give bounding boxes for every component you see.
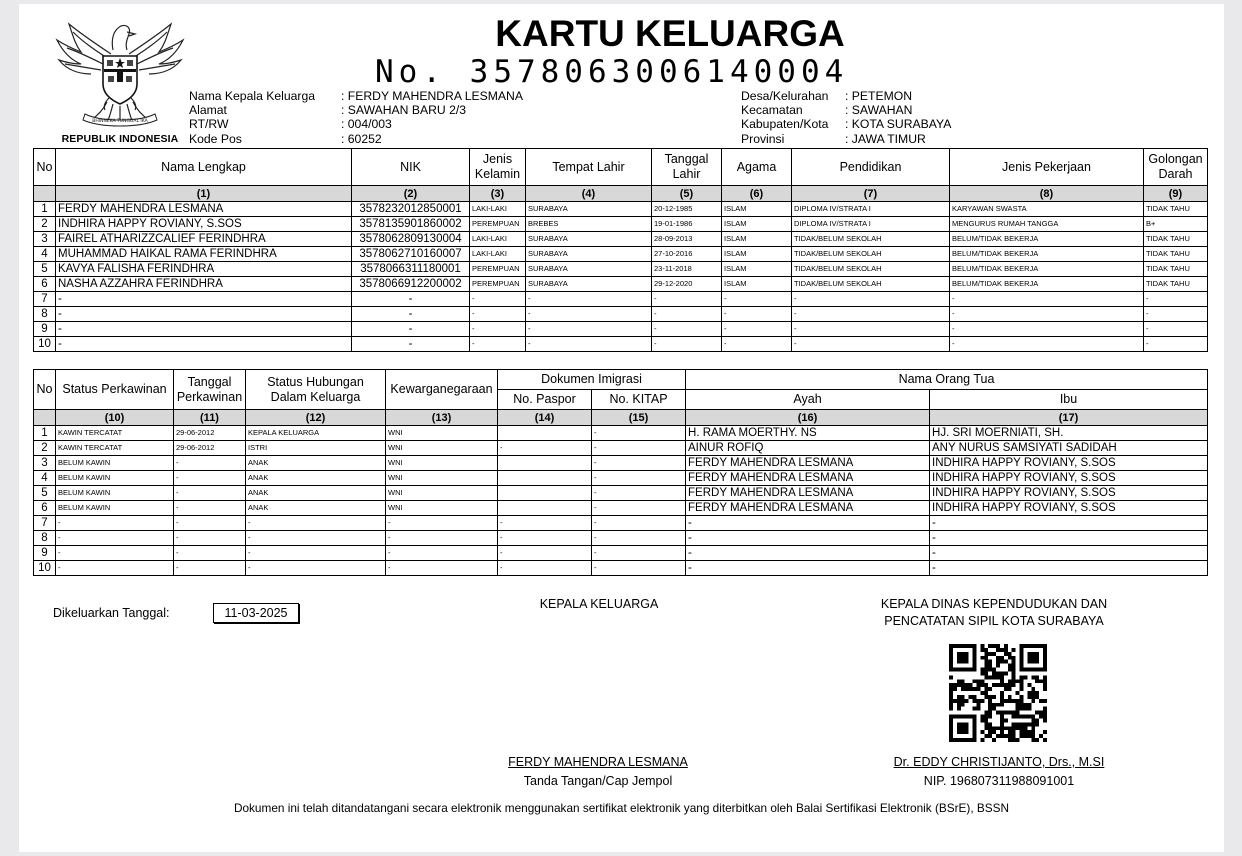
- th-nama-orang-tua: Nama Orang Tua: [686, 370, 1208, 390]
- row-number: 9: [34, 322, 56, 337]
- value-desa-kelurahan: : PETEMON: [845, 89, 913, 103]
- colnum: (17): [930, 410, 1208, 426]
- cell: [34, 186, 56, 202]
- table-cell: B+: [1144, 217, 1208, 232]
- table-cell: SURABAYA: [526, 262, 652, 277]
- value-nama-kepala-keluarga: : FERDY MAHENDRA LESMANA: [341, 89, 523, 103]
- table-cell: -: [470, 337, 526, 352]
- kepala-keluarga-name: FERDY MAHENDRA LESMANA: [508, 755, 688, 769]
- table-cell: 29-06-2012: [174, 441, 246, 456]
- table-cell: WNI: [386, 486, 498, 501]
- table-cell: -: [652, 337, 722, 352]
- table-cell: SURABAYA: [526, 232, 652, 247]
- table-cell: DIPLOMA IV/STRATA I: [792, 202, 950, 217]
- label-kecamatan: Kecamatan: [741, 103, 803, 118]
- table-cell: -: [1144, 292, 1208, 307]
- table-cell: BELUM KAWIN: [56, 471, 174, 486]
- table-cell: -: [686, 561, 930, 576]
- table-cell: TIDAK TAHU: [1144, 262, 1208, 277]
- table-cell: -: [470, 307, 526, 322]
- table-cell: -: [1144, 337, 1208, 352]
- table2-body: [34, 426, 1208, 576]
- label-alamat: Alamat: [189, 103, 227, 118]
- th-jenis-kelamin: Jenis Kelamin: [470, 149, 526, 186]
- electronic-signature-disclaimer: Dokumen ini telah ditandatangani secara elektronik menggunakan sertifikat elektronik yang diterbitkan oleh Balai Sertifikasi Elektronik (BSrE), BSSN: [233, 801, 1010, 815]
- table-cell: [498, 456, 592, 471]
- document-sheet: [19, 4, 1224, 852]
- table-cell: PEREMPUAN: [470, 217, 526, 232]
- table-cell: LAKI-LAKI: [470, 202, 526, 217]
- table-cell: ANY NURUS SAMSIYATI SADIDAH: [930, 441, 1208, 456]
- row-number: 4: [34, 471, 56, 486]
- table-cell: -: [652, 307, 722, 322]
- table-cell: SURABAYA: [526, 277, 652, 292]
- table-row: [34, 277, 1208, 292]
- table-cell: [498, 486, 592, 501]
- kepala-keluarga-title: KEPALA KELUARGA: [539, 597, 659, 611]
- emblem-ribbon-text: BHINNEKA TUNGGAL IKA: [92, 119, 148, 124]
- header-left-values: [341, 89, 523, 146]
- garuda-emblem: [51, 14, 189, 146]
- table-cell: -: [792, 292, 950, 307]
- table-cell: ISLAM: [722, 232, 792, 247]
- table-cell: FERDY MAHENDRA LESMANA: [686, 456, 930, 471]
- header-right-values: [845, 89, 951, 146]
- value-kabupaten-kota: : KOTA SURABAYA: [845, 117, 952, 132]
- dinas-title-line2: PENCATATAN SIPIL KOTA SURABAYA: [884, 614, 1104, 628]
- row-number: 8: [34, 307, 56, 322]
- row-number: 5: [34, 486, 56, 501]
- colnum: (4): [526, 186, 652, 202]
- table-cell: -: [722, 292, 792, 307]
- table-cell: -: [592, 561, 686, 576]
- table-row: [34, 292, 1208, 307]
- table-row: [34, 217, 1208, 232]
- table-cell: TIDAK/BELUM SEKOLAH: [792, 262, 950, 277]
- table-cell: -: [174, 561, 246, 576]
- th-nik: NIK: [352, 149, 470, 186]
- row-number: 4: [34, 247, 56, 262]
- kepala-keluarga-caption: Tanda Tangan/Cap Jempol: [523, 774, 673, 788]
- table-cell: -: [930, 546, 1208, 561]
- table-cell: -: [930, 516, 1208, 531]
- value-rt-rw: : 004/003: [341, 117, 392, 132]
- table-cell: ISLAM: [722, 277, 792, 292]
- row-number: 6: [34, 501, 56, 516]
- table-cell: 29-06-2012: [174, 426, 246, 441]
- row-number: 3: [34, 232, 56, 247]
- colnum: (3): [470, 186, 526, 202]
- colnum: (2): [352, 186, 470, 202]
- table-row: [34, 232, 1208, 247]
- table-cell: WNI: [386, 456, 498, 471]
- table-cell: -: [56, 561, 174, 576]
- table-cell: [498, 501, 592, 516]
- dinas-nip: NIP. 196807311988091001: [923, 774, 1075, 788]
- table-cell: -: [686, 531, 930, 546]
- table-cell: FAIREL ATHARIZZCALIEF FERINDHRA: [56, 232, 352, 247]
- table-cell: -: [56, 307, 352, 322]
- table1-header-row: [34, 149, 1208, 186]
- table-cell: BELUM KAWIN: [56, 486, 174, 501]
- table-cell: H. RAMA MOERTHY. NS: [686, 426, 930, 441]
- table-cell: TIDAK TAHU: [1144, 202, 1208, 217]
- table-cell: -: [174, 516, 246, 531]
- table-cell: -: [174, 546, 246, 561]
- table-cell: -: [498, 516, 592, 531]
- table-row: [34, 516, 1208, 531]
- table-cell: DIPLOMA IV/STRATA I: [792, 217, 950, 232]
- table-cell: -: [592, 426, 686, 441]
- emblem-caption: REPUBLIK INDONESIA: [61, 133, 179, 145]
- table-cell: PEREMPUAN: [470, 262, 526, 277]
- table-cell: 3578062710160007: [352, 247, 470, 262]
- value-provinsi: : JAWA TIMUR: [845, 131, 926, 146]
- th-no-paspor: No. Paspor: [498, 390, 592, 410]
- row-number: 7: [34, 516, 56, 531]
- table-cell: -: [652, 322, 722, 337]
- table-cell: ISLAM: [722, 202, 792, 217]
- th-jenis-pekerjaan: Jenis Pekerjaan: [950, 149, 1144, 186]
- table-cell: 27-10-2016: [652, 247, 722, 262]
- th-tanggal-lahir: Tanggal Lahir: [652, 149, 722, 186]
- th-status-hubungan: Status Hubungan Dalam Keluarga: [246, 370, 386, 410]
- table2-number-row: [34, 410, 1208, 426]
- table-cell: MENGURUS RUMAH TANGGA: [950, 217, 1144, 232]
- table-cell: -: [950, 292, 1144, 307]
- header-left-labels: [189, 89, 315, 146]
- table-cell: BELUM KAWIN: [56, 501, 174, 516]
- table-cell: WNI: [386, 501, 498, 516]
- table2-header-row-1: [34, 370, 1208, 390]
- table-cell: -: [930, 561, 1208, 576]
- table-row: [34, 546, 1208, 561]
- table-cell: 3578232012850001: [352, 202, 470, 217]
- table-cell: BELUM/TIDAK BEKERJA: [950, 247, 1144, 262]
- table-cell: -: [174, 501, 246, 516]
- table1-body: [34, 202, 1208, 352]
- colnum: (13): [386, 410, 498, 426]
- table-cell: BREBES: [526, 217, 652, 232]
- table-cell: -: [592, 501, 686, 516]
- table-cell: -: [950, 322, 1144, 337]
- table-cell: 3578135901860002: [352, 217, 470, 232]
- th2-no: No: [34, 370, 56, 410]
- table-cell: LAKI-LAKI: [470, 232, 526, 247]
- table-cell: ISTRI: [246, 441, 386, 456]
- table-cell: -: [950, 337, 1144, 352]
- row-number: 2: [34, 441, 56, 456]
- cell: [34, 410, 56, 426]
- table-row: [34, 456, 1208, 471]
- row-number: 1: [34, 202, 56, 217]
- table-cell: -: [1144, 307, 1208, 322]
- table-cell: -: [352, 292, 470, 307]
- table-cell: SURABAYA: [526, 202, 652, 217]
- table-cell: [498, 426, 592, 441]
- table-cell: -: [686, 516, 930, 531]
- table-cell: -: [352, 307, 470, 322]
- table-cell: KAWIN TERCATAT: [56, 441, 174, 456]
- table-cell: -: [352, 322, 470, 337]
- table-cell: 3578062809130004: [352, 232, 470, 247]
- table-row: [34, 247, 1208, 262]
- colnum: (14): [498, 410, 592, 426]
- table-cell: -: [498, 546, 592, 561]
- th-ayah: Ayah: [686, 390, 930, 410]
- table-cell: -: [722, 337, 792, 352]
- th-tanggal-perkawinan: Tanggal Perkawinan: [174, 370, 246, 410]
- colnum: (8): [950, 186, 1144, 202]
- table-cell: KAWIN TERCATAT: [56, 426, 174, 441]
- table-cell: MUHAMMAD HAIKAL RAMA FERINDHRA: [56, 247, 352, 262]
- table-cell: [498, 471, 592, 486]
- table-cell: -: [686, 546, 930, 561]
- table-cell: -: [498, 561, 592, 576]
- colnum: (16): [686, 410, 930, 426]
- document-title: KARTU KELUARGA: [495, 13, 845, 54]
- table-row: [34, 471, 1208, 486]
- table-cell: BELUM/TIDAK BEKERJA: [950, 262, 1144, 277]
- table-cell: TIDAK TAHU: [1144, 277, 1208, 292]
- table-cell: -: [792, 322, 950, 337]
- row-number: 6: [34, 277, 56, 292]
- table-cell: INDHIRA HAPPY ROVIANY, S.SOS: [930, 486, 1208, 501]
- table-cell: INDHIRA HAPPY ROVIANY, S.SOS: [930, 501, 1208, 516]
- table-cell: BELUM/TIDAK BEKERJA: [950, 232, 1144, 247]
- label-nama-kepala-keluarga: Nama Kepala Keluarga: [189, 89, 316, 103]
- table-cell: -: [722, 322, 792, 337]
- table-cell: -: [498, 531, 592, 546]
- table-cell: INDHIRA HAPPY ROVIANY, S.SOS: [56, 217, 352, 232]
- table-cell: ANAK: [246, 486, 386, 501]
- row-number: 3: [34, 456, 56, 471]
- table-cell: -: [56, 531, 174, 546]
- table-cell: ANAK: [246, 471, 386, 486]
- th-agama: Agama: [722, 149, 792, 186]
- table-cell: ISLAM: [722, 247, 792, 262]
- row-number: 2: [34, 217, 56, 232]
- table-cell: WNI: [386, 426, 498, 441]
- table-row: [34, 322, 1208, 337]
- table-cell: FERDY MAHENDRA LESMANA: [56, 202, 352, 217]
- colnum: (7): [792, 186, 950, 202]
- colnum: (5): [652, 186, 722, 202]
- table-cell: -: [470, 322, 526, 337]
- th-nama-lengkap: Nama Lengkap: [56, 149, 352, 186]
- table-cell: FERDY MAHENDRA LESMANA: [686, 501, 930, 516]
- family-status-table: [33, 369, 1208, 576]
- colnum: (15): [592, 410, 686, 426]
- table-cell: -: [652, 292, 722, 307]
- table-cell: FERDY MAHENDRA LESMANA: [686, 486, 930, 501]
- table-row: [34, 202, 1208, 217]
- table-cell: 3578066912200002: [352, 277, 470, 292]
- table-cell: -: [56, 292, 352, 307]
- table-cell: TIDAK/BELUM SEKOLAH: [792, 247, 950, 262]
- colnum: (12): [246, 410, 386, 426]
- value-kecamatan: : SAWAHAN: [845, 103, 913, 118]
- table1-number-row: [34, 186, 1208, 202]
- th-pendidikan: Pendidikan: [792, 149, 950, 186]
- label-kabupaten-kota: Kabupaten/Kota: [741, 117, 829, 132]
- table-cell: NASHA AZZAHRA FERINDHRA: [56, 277, 352, 292]
- table-cell: -: [246, 561, 386, 576]
- table-cell: -: [246, 531, 386, 546]
- th-tempat-lahir: Tempat Lahir: [526, 149, 652, 186]
- table-cell: -: [950, 307, 1144, 322]
- table-cell: INDHIRA HAPPY ROVIANY, S.SOS: [930, 471, 1208, 486]
- colnum: (10): [56, 410, 174, 426]
- table-cell: -: [592, 546, 686, 561]
- document-number: No. 3578063006140004: [375, 54, 849, 90]
- table-cell: SURABAYA: [526, 247, 652, 262]
- table-cell: -: [592, 471, 686, 486]
- table-cell: 23-11-2018: [652, 262, 722, 277]
- row-number: 9: [34, 546, 56, 561]
- table-cell: AINUR ROFIQ: [686, 441, 930, 456]
- table-cell: -: [352, 337, 470, 352]
- table-cell: TIDAK/BELUM SEKOLAH: [792, 232, 950, 247]
- table-cell: ISLAM: [722, 217, 792, 232]
- table-cell: -: [592, 441, 686, 456]
- table-row: [34, 426, 1208, 441]
- table-cell: BELUM/TIDAK BEKERJA: [950, 277, 1144, 292]
- table-cell: HJ. SRI MOERNIATI, SH.: [930, 426, 1208, 441]
- table-cell: -: [592, 516, 686, 531]
- label-provinsi: Provinsi: [741, 131, 785, 146]
- table-cell: -: [386, 561, 498, 576]
- row-number: 10: [34, 337, 56, 352]
- table-cell: -: [722, 307, 792, 322]
- table-cell: KARYAWAN SWASTA: [950, 202, 1144, 217]
- table-row: [34, 561, 1208, 576]
- table-cell: FERDY MAHENDRA LESMANA: [686, 471, 930, 486]
- dinas-name: Dr. EDDY CHRISTIJANTO, Drs., M.SI: [893, 755, 1105, 769]
- table-cell: ANAK: [246, 456, 386, 471]
- row-number: 5: [34, 262, 56, 277]
- table-cell: 29-12-2020: [652, 277, 722, 292]
- table-cell: -: [526, 307, 652, 322]
- table-cell: -: [174, 456, 246, 471]
- table-cell: TIDAK/BELUM SEKOLAH: [792, 277, 950, 292]
- row-number: 7: [34, 292, 56, 307]
- th-dokumen-imigrasi: Dokumen Imigrasi: [498, 370, 686, 390]
- issued-date-label: Dikeluarkan Tanggal:: [53, 606, 170, 620]
- table-cell: -: [592, 456, 686, 471]
- table-row: [34, 501, 1208, 516]
- issued-date-value: 11-03-2025: [213, 603, 299, 623]
- value-alamat: : SAWAHAN BARU 2/3: [341, 103, 467, 118]
- table-cell: -: [56, 337, 352, 352]
- table-cell: KAVYA FALISHA FERINDHRA: [56, 262, 352, 277]
- table-row: [34, 337, 1208, 352]
- qr-code-icon: [949, 644, 1047, 742]
- table-cell: -: [526, 292, 652, 307]
- table-cell: -: [56, 322, 352, 337]
- table-row: [34, 531, 1208, 546]
- th-ibu: Ibu: [930, 390, 1208, 410]
- th-no: No: [34, 149, 56, 186]
- table-cell: -: [386, 516, 498, 531]
- table-cell: WNI: [386, 471, 498, 486]
- table-cell: -: [174, 471, 246, 486]
- colnum: (1): [56, 186, 352, 202]
- garuda-emblem-icon: [51, 14, 189, 132]
- th-kewarganegaraan: Kewarganegaraan: [386, 370, 498, 410]
- table-cell: TIDAK TAHU: [1144, 247, 1208, 262]
- table-cell: BELUM KAWIN: [56, 456, 174, 471]
- table-cell: -: [498, 441, 592, 456]
- table-cell: -: [526, 322, 652, 337]
- table-cell: -: [56, 546, 174, 561]
- table-cell: -: [246, 516, 386, 531]
- table-row: [34, 262, 1208, 277]
- table-cell: -: [56, 516, 174, 531]
- table-cell: ANAK: [246, 501, 386, 516]
- th-status-perkawinan: Status Perkawinan: [56, 370, 174, 410]
- table-cell: KEPALA KELUARGA: [246, 426, 386, 441]
- table-cell: -: [930, 531, 1208, 546]
- table-cell: LAKI-LAKI: [470, 247, 526, 262]
- table-cell: -: [174, 531, 246, 546]
- th-no-kitap: No. KITAP: [592, 390, 686, 410]
- family-members-table: [33, 148, 1208, 352]
- table-row: [34, 307, 1208, 322]
- table-cell: -: [386, 531, 498, 546]
- label-rt-rw: RT/RW: [189, 117, 229, 132]
- table-row: [34, 441, 1208, 456]
- table-cell: -: [386, 546, 498, 561]
- table-cell: -: [592, 486, 686, 501]
- value-kode-pos: : 60252: [341, 131, 382, 146]
- row-number: 8: [34, 531, 56, 546]
- table-cell: 3578066311180001: [352, 262, 470, 277]
- row-number: 10: [34, 561, 56, 576]
- table-cell: -: [246, 546, 386, 561]
- colnum: (6): [722, 186, 792, 202]
- table-cell: -: [526, 337, 652, 352]
- table-cell: PEREMPUAN: [470, 277, 526, 292]
- dinas-title-line1: KEPALA DINAS KEPENDUDUKAN DAN: [880, 597, 1108, 611]
- table-cell: -: [470, 292, 526, 307]
- table-cell: 20-12-1985: [652, 202, 722, 217]
- label-desa-kelurahan: Desa/Kelurahan: [741, 89, 829, 103]
- table-cell: -: [792, 307, 950, 322]
- row-number: 1: [34, 426, 56, 441]
- th-golongan-darah: Golongan Darah: [1144, 149, 1208, 186]
- table-cell: TIDAK TAHU: [1144, 232, 1208, 247]
- table-cell: -: [174, 486, 246, 501]
- table-cell: -: [1144, 322, 1208, 337]
- table-cell: WNI: [386, 441, 498, 456]
- table-cell: -: [792, 337, 950, 352]
- table-row: [34, 486, 1208, 501]
- table-cell: 19-01-1986: [652, 217, 722, 232]
- table-cell: 28-09-2013: [652, 232, 722, 247]
- header-right-labels: [741, 89, 828, 146]
- colnum: (9): [1144, 186, 1208, 202]
- colnum: (11): [174, 410, 246, 426]
- table-cell: INDHIRA HAPPY ROVIANY, S.SOS: [930, 456, 1208, 471]
- table-cell: -: [592, 531, 686, 546]
- table-cell: ISLAM: [722, 262, 792, 277]
- label-kode-pos: Kode Pos: [189, 131, 242, 146]
